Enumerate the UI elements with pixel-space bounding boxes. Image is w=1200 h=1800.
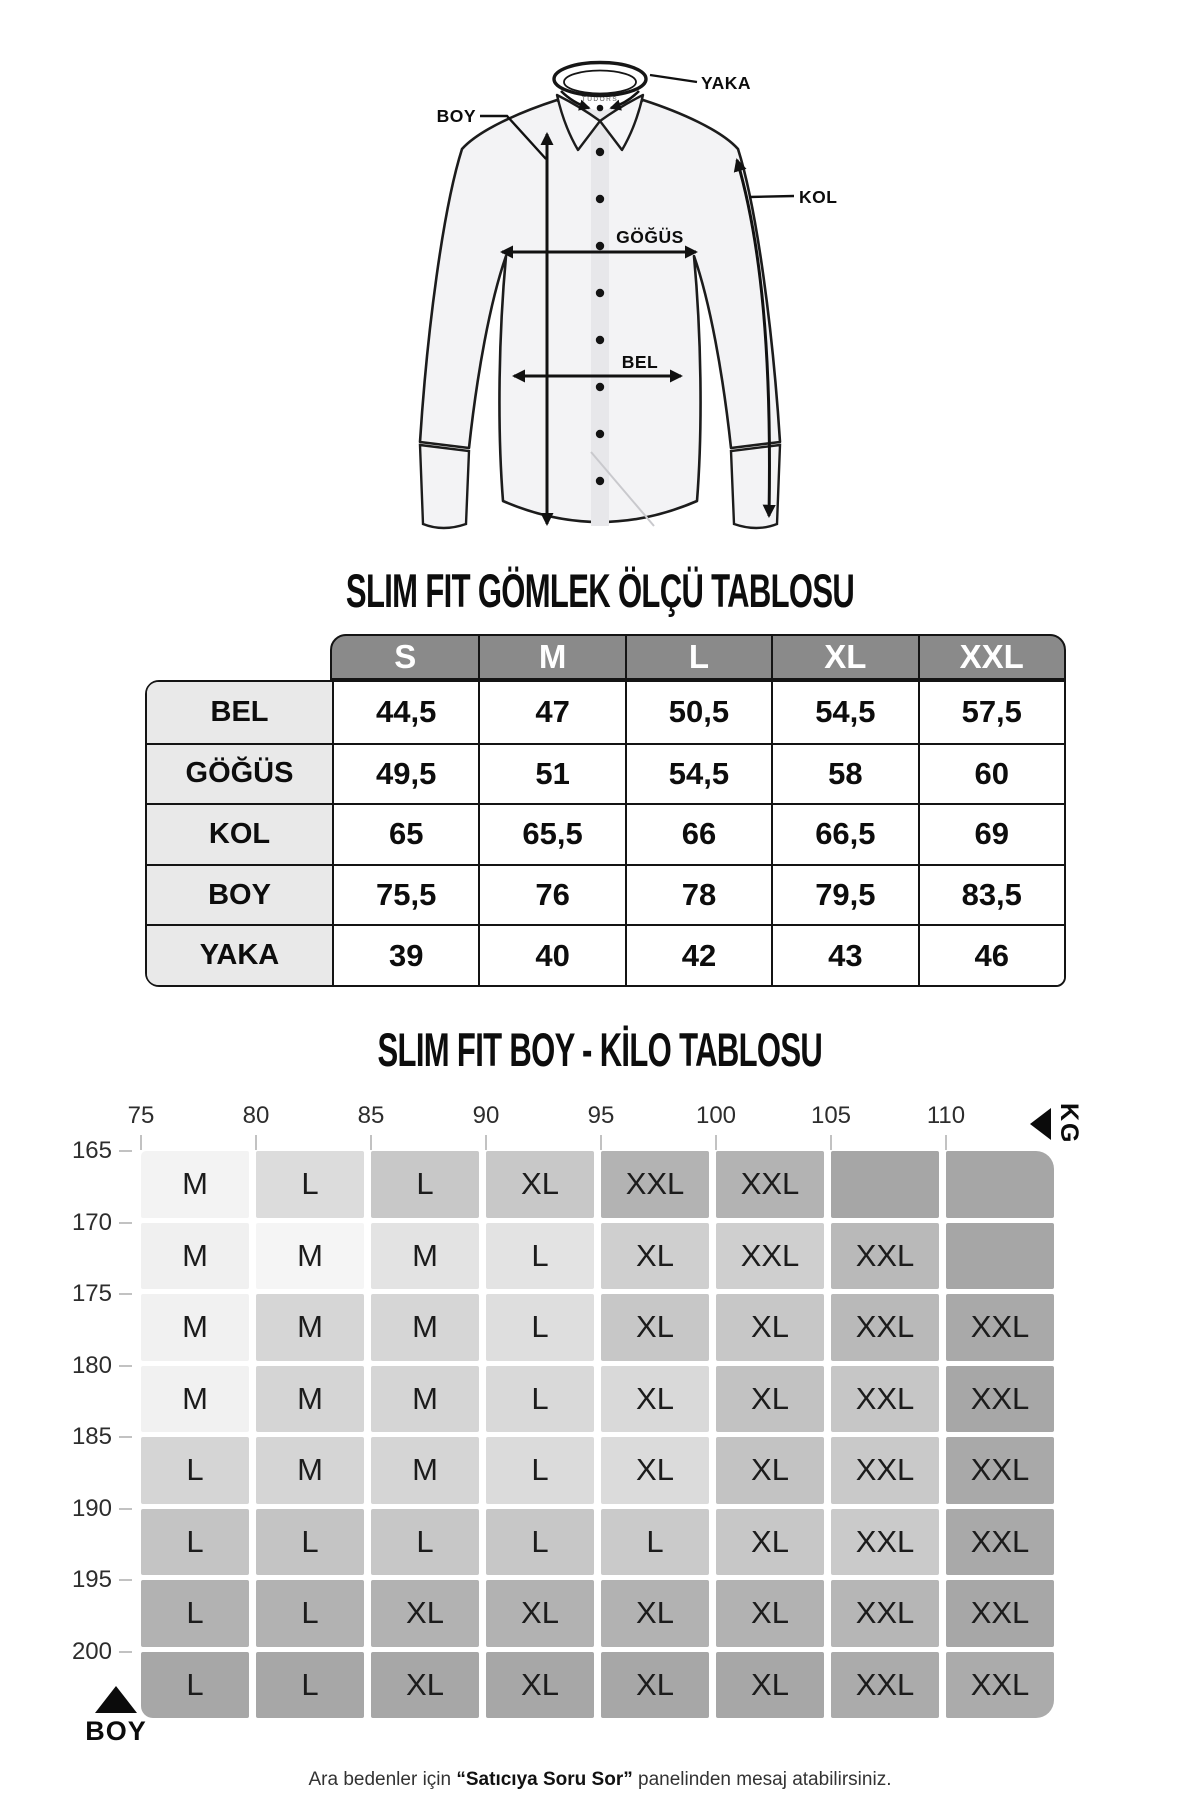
fit-cell: XXL [601, 1151, 709, 1218]
footer-prefix: Ara bedenler için [308, 1769, 457, 1790]
height-tick-mark [119, 1293, 132, 1295]
fit-cell: L [601, 1509, 709, 1576]
fit-chart-title-text: SLIM FIT BOY - KİLO TABLOSU [377, 1023, 823, 1076]
yaka-measure-ellipse-outer [554, 63, 646, 96]
fit-cell: XXL [831, 1437, 939, 1504]
size-value-cell: 50,5 [625, 682, 771, 743]
height-tick-mark [119, 1222, 132, 1224]
height-tick-label: 195 [71, 1566, 112, 1593]
fit-cell: L [371, 1151, 479, 1218]
fit-cell: XL [486, 1151, 594, 1218]
size-col-header-XXL: XXL [918, 636, 1064, 678]
size-value-cell: 43 [771, 924, 917, 985]
fit-cell: M [371, 1294, 479, 1361]
fit-cell: XXL [831, 1580, 939, 1647]
size-value-cell: 58 [771, 743, 917, 804]
fit-cell: XXL [831, 1652, 939, 1719]
height-tick-mark [119, 1508, 132, 1510]
fit-cell: M [256, 1294, 364, 1361]
kg-axis-legend [1030, 1103, 1083, 1145]
size-table-title [0, 564, 1200, 617]
fit-cell: M [256, 1223, 364, 1290]
kg-tick-label: 85 [357, 1102, 385, 1129]
height-tick-label: 190 [71, 1494, 112, 1522]
fit-cell: L [256, 1509, 364, 1576]
fit-cell: M [141, 1294, 249, 1361]
size-col-header-L: L [625, 636, 771, 678]
fit-cell: XXL [831, 1366, 939, 1433]
fit-cell: L [486, 1294, 594, 1361]
left-cuff [420, 445, 469, 528]
size-value-cell: 39 [332, 924, 478, 985]
size-value-cell: 75,5 [332, 864, 478, 925]
fit-cell: XL [486, 1580, 594, 1647]
fit-cell: XL [716, 1366, 824, 1433]
footer-note [0, 1769, 1200, 1791]
boy-arrow-icon [95, 1686, 137, 1713]
shirt-diagram [300, 25, 950, 540]
fit-cell: XXL [716, 1223, 824, 1290]
fit-cell: L [141, 1580, 249, 1647]
kg-tick-label: 90 [472, 1102, 500, 1129]
height-tick-label: 175 [71, 1280, 112, 1307]
size-value-cell: 66,5 [771, 803, 917, 864]
fit-cell: L [141, 1509, 249, 1576]
kg-tick-label: 110 [926, 1102, 966, 1129]
fit-cell: L [256, 1151, 364, 1218]
size-value-cell: 66 [625, 803, 771, 864]
height-tick-label: 200 [71, 1637, 112, 1665]
kg-tick-label: 105 [810, 1102, 852, 1129]
fit-cell: L [486, 1437, 594, 1504]
fit-cell: M [371, 1437, 479, 1504]
size-value-cell: 44,5 [332, 682, 478, 743]
size-value-cell: 40 [478, 924, 624, 985]
height-tick-label: 165 [71, 1137, 112, 1164]
size-col-header-S: S [394, 638, 417, 675]
size-value-cell: 69 [918, 803, 1064, 864]
kg-arrow-icon [1030, 1108, 1051, 1140]
fit-cell [831, 1151, 939, 1218]
kg-axis [127, 1102, 1091, 1152]
fit-cell: L [371, 1509, 479, 1576]
fit-cell: XL [601, 1294, 709, 1361]
fit-cell: XL [601, 1652, 709, 1719]
fit-cell: XXL [946, 1437, 1054, 1504]
footer-emphasis: “Satıcıya Soru Sor” [456, 1769, 633, 1790]
fit-cell: XL [601, 1437, 709, 1504]
size-value-cell: 47 [478, 682, 624, 743]
height-tick-mark [119, 1365, 132, 1367]
fit-cell: XL [601, 1580, 709, 1647]
fit-cell [946, 1151, 1054, 1218]
footer-suffix: panelinden mesaj atabilirsiniz. [632, 1769, 892, 1790]
size-row-label: BOY [147, 864, 332, 925]
boy-axis-label: BOY [85, 1716, 147, 1746]
size-value-cell: 51 [478, 743, 624, 804]
fit-cell: L [486, 1366, 594, 1433]
fit-cell: XL [716, 1509, 824, 1576]
fit-cell: L [141, 1437, 249, 1504]
size-value-cell: 79,5 [771, 864, 917, 925]
fit-cell: XL [371, 1652, 479, 1719]
fit-cell: XXL [831, 1223, 939, 1290]
size-row-label: YAKA [147, 924, 332, 985]
size-table-header [330, 634, 1066, 680]
fit-cell: L [256, 1580, 364, 1647]
fit-cell: M [141, 1151, 249, 1218]
size-value-cell: 49,5 [332, 743, 478, 804]
size-value-cell: 57,5 [918, 682, 1064, 743]
height-tick-label: 180 [71, 1351, 112, 1379]
size-value-cell: 60 [918, 743, 1064, 804]
height-tick-label: 185 [71, 1423, 112, 1450]
kg-tick-label: 95 [587, 1102, 615, 1129]
collar-button [597, 105, 604, 112]
height-tick-mark [119, 1651, 132, 1653]
height-tick-label: 170 [71, 1208, 112, 1236]
kg-tick-label: 100 [695, 1102, 737, 1129]
kg-axis-label: KG [1055, 1103, 1083, 1145]
kg-tick-label: 75 [127, 1102, 155, 1129]
size-value-cell: 83,5 [918, 864, 1064, 925]
brand-logo: TUDORS [581, 96, 619, 103]
fit-cell: XXL [946, 1294, 1054, 1361]
fit-cell: XL [716, 1437, 824, 1504]
boy-axis-legend [68, 1686, 164, 1747]
right-cuff [731, 445, 780, 528]
size-table-body [145, 680, 1066, 987]
boy-axis [0, 1137, 134, 1731]
fit-cell: XL [716, 1294, 824, 1361]
fit-cell: XL [716, 1580, 824, 1647]
fit-cell: L [256, 1652, 364, 1719]
kg-tick-mark [715, 1135, 717, 1150]
fit-cell: M [371, 1366, 479, 1433]
fit-cell: L [486, 1223, 594, 1290]
size-table [145, 634, 1066, 987]
size-row-label: BEL [147, 682, 332, 743]
kol-diagram-label: KOL [799, 187, 838, 207]
size-value-cell: 46 [918, 924, 1064, 985]
height-tick-mark [119, 1150, 132, 1152]
size-value-cell: 65 [332, 803, 478, 864]
size-value-cell: 54,5 [625, 743, 771, 804]
fit-cell: XXL [946, 1366, 1054, 1433]
size-table-title-text: SLIM FIT GÖMLEK ÖLÇÜ TABLOSU [345, 564, 855, 617]
fit-cell: XXL [946, 1652, 1054, 1719]
fit-cell: XL [601, 1223, 709, 1290]
fit-cell [946, 1223, 1054, 1290]
kg-tick-label: 80 [242, 1102, 270, 1129]
fit-cell: M [371, 1223, 479, 1290]
size-col-header-M: M [478, 636, 624, 678]
size-row-label: GÖĞÜS [147, 743, 332, 804]
shirt-placket [591, 122, 609, 526]
fit-cell: M [141, 1366, 249, 1433]
boy-diagram-label: BOY [436, 106, 476, 126]
yaka-label-connector [650, 75, 697, 82]
fit-cell: XXL [831, 1294, 939, 1361]
gogus-diagram-label: GÖĞÜS [616, 227, 684, 247]
fit-cell: XXL [946, 1580, 1054, 1647]
yaka-measure-ellipse-inner [564, 71, 636, 94]
fit-cell: XL [601, 1366, 709, 1433]
fit-cell: XXL [946, 1509, 1054, 1576]
size-row-label: KOL [147, 803, 332, 864]
size-col-header-XL: XL [771, 636, 917, 678]
fit-cell: XL [716, 1652, 824, 1719]
fit-cell: M [256, 1366, 364, 1433]
kol-label-connector [749, 196, 794, 197]
fit-cell: M [141, 1223, 249, 1290]
yaka-diagram-label: YAKA [701, 73, 751, 93]
kg-tick-mark [830, 1135, 832, 1150]
fit-cell: XL [486, 1652, 594, 1719]
fit-cell: XL [371, 1580, 479, 1647]
height-tick-mark [119, 1436, 132, 1438]
kg-tick-mark [600, 1135, 602, 1150]
height-tick-mark [119, 1579, 132, 1581]
fit-grid [141, 1151, 1054, 1718]
size-value-cell: 76 [478, 864, 624, 925]
fit-cell: XXL [716, 1151, 824, 1218]
fit-cell: M [256, 1437, 364, 1504]
fit-cell: XXL [831, 1509, 939, 1576]
size-value-cell: 78 [625, 864, 771, 925]
kg-tick-mark [945, 1135, 947, 1150]
fit-chart-title [0, 1023, 1200, 1076]
bel-diagram-label: BEL [621, 352, 659, 372]
kg-tick-mark [370, 1135, 372, 1150]
size-value-cell: 54,5 [771, 682, 917, 743]
fit-cell: L [486, 1509, 594, 1576]
size-value-cell: 42 [625, 924, 771, 985]
kg-tick-mark [485, 1135, 487, 1150]
fit-cell: L [141, 1652, 249, 1719]
size-value-cell: 65,5 [478, 803, 624, 864]
kg-tick-mark [140, 1135, 142, 1150]
kg-tick-mark [255, 1135, 257, 1150]
